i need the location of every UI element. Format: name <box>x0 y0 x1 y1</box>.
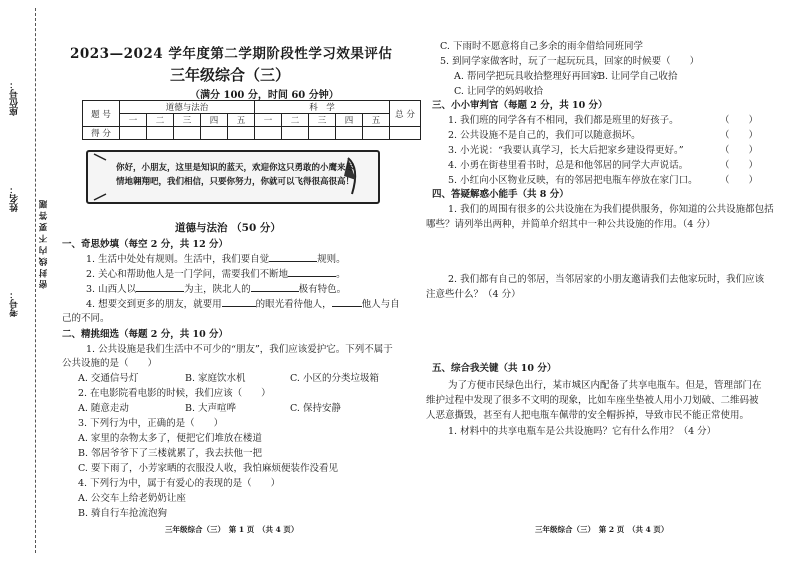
option-a[interactable]: A. 交通信号灯 <box>78 373 139 384</box>
question-1-3: 3. 山西人以 为主，陕北人的 极有特色。 <box>86 284 347 295</box>
row-label-score: 得 分 <box>83 127 120 140</box>
question-2-1: 1. 公共设施是我们生活中不可少的“朋友”，我们应该爱护它。下列不属于 <box>86 344 393 355</box>
seat-number-label: 座位号： <box>10 80 20 116</box>
question-1-1: 1. 生活中处处有规则。生活中，我们要自觉 规则。 <box>86 254 346 265</box>
option-a[interactable]: A. 随意走动 <box>78 403 129 414</box>
question-2-1-cont: 公共设施的是（ ） <box>62 358 158 369</box>
exam-subtitle: 三年级综合（三） <box>170 66 291 84</box>
judge-2: 2. 公共设施不是自己的，我们可以随意损坏。 <box>448 130 641 141</box>
row-label-number: 题 号 <box>83 101 120 127</box>
question-2-4: 4. 下列行为中，属于有爱心的表现的是（ ） <box>78 478 281 489</box>
section-heading-morality: 道德与法治 （50 分） <box>175 222 281 234</box>
name-label: 姓名： <box>10 185 20 212</box>
score-cell[interactable] <box>228 127 255 140</box>
question-1-4: 4. 想要交到更多的朋友，就要用 的眼光看待他人， 他人与自 <box>86 299 400 310</box>
option-c[interactable]: C. 保持安静 <box>290 403 341 414</box>
col-header: 二 <box>282 114 309 127</box>
exam-meta: （满分 100 分，时间 60 分钟） <box>190 90 339 101</box>
question-1-4-cont: 己的不同。 <box>62 313 110 324</box>
judge-answer[interactable]: （ ） <box>720 175 759 186</box>
seal-dashed-line <box>35 8 36 553</box>
question-4-1: 1. 我们的周围有很多的公共设施在为我们提供服务，你知道的公共设施都包括 <box>448 204 774 215</box>
col-header: 三 <box>309 114 336 127</box>
material-line-3: 人恶意撕毁，甚至有人把电瓶车佩带的安全帽拆掉，导致市民不能正常使用。 <box>426 410 750 421</box>
score-cell[interactable] <box>201 127 228 140</box>
question-4-2-cont: 注意些什么？（4 分） <box>426 289 521 300</box>
option-b[interactable]: B. 家庭饮水机 <box>185 373 246 384</box>
group-morality: 道德与法治 <box>120 101 255 114</box>
col-header: 五 <box>363 114 390 127</box>
option-b[interactable]: B. 大声喧哗 <box>185 403 237 414</box>
option-a[interactable]: A. 家里的杂物太多了，便把它们堆放在楼道 <box>78 433 262 444</box>
question-4-1-cont: 哪些？请列举出两种，并简单介绍其中一种公共设施的作用。（4 分） <box>426 219 716 230</box>
binding-margin <box>0 0 50 561</box>
judge-answer[interactable]: （ ） <box>720 160 759 171</box>
page-1-footer: 三年级综合（三） 第 1 页 （共 4 页） <box>165 525 299 534</box>
question-2-5: 5. 到同学家做客时，玩了一起玩玩具，回家的时候要（ ） <box>440 56 700 67</box>
score-cell[interactable] <box>120 127 147 140</box>
answer-area-4-2[interactable] <box>426 302 766 352</box>
col-header: 一 <box>120 114 147 127</box>
question-5-1: 1. 材料中的共享电瓶车是公共设施吗？它有什么作用？（4 分） <box>448 426 717 437</box>
answer-blank[interactable] <box>332 297 362 307</box>
judge-answer[interactable]: （ ） <box>720 130 759 141</box>
judge-3: 3. 小光说：“我要认真学习，长大后把家乡建设得更好。” <box>448 145 684 156</box>
judge-4: 4. 小勇在街巷里看书时，总是和他邻居的同学大声说话。 <box>448 160 689 171</box>
option-b[interactable]: B. 骑自行车抢流泡狗 <box>78 508 168 519</box>
answer-area-4-1[interactable] <box>426 232 766 268</box>
banner-text: 你好，小朋友，这里是知识的蓝天，欢迎你这只勇敢的小鹰来尽情地翱翔吧，我们相信，只要你努力，你就可以飞得很高很高！ <box>116 163 355 187</box>
col-header: 三 <box>174 114 201 127</box>
score-cell[interactable] <box>255 127 282 140</box>
question-2-2: 2. 在电影院看电影的时候，我们应该（ ） <box>78 388 271 399</box>
judge-answer[interactable]: （ ） <box>720 115 759 126</box>
score-cell[interactable] <box>282 127 309 140</box>
section-3-title: 三、小小审判官（每题 2 分，共 10 分） <box>432 100 608 111</box>
section-5-title: 五、综合我关键（共 10 分） <box>432 363 557 374</box>
section-2-title: 二、精挑细选（每题 2 分，共 10 分） <box>62 329 229 340</box>
page-2-footer: 三年级综合（三） 第 2 页 （共 4 页） <box>535 525 669 534</box>
col-header: 二 <box>147 114 174 127</box>
score-cell[interactable] <box>147 127 174 140</box>
question-1-2: 2. 关心和帮助他人是一门学问，需要我们不断地 。 <box>86 269 346 280</box>
option-b[interactable]: B. 邻居爷爷下了三楼就累了，我去扶他一把 <box>78 448 263 459</box>
judge-answer[interactable]: （ ） <box>720 145 759 156</box>
question-2-3: 3. 下列行为中，正确的是（ ） <box>78 418 224 429</box>
judge-5: 5. 小红向小区物业反映，有的邻居把电瓶车停放在家门口。 <box>448 175 698 186</box>
question-4-2: 2. 我们都有自己的邻居，当邻居家的小朋友邀请我们去他家玩时，我们应该 <box>448 274 765 285</box>
section-1-title: 一、奇思妙填（每空 2 分，共 12 分） <box>62 239 229 250</box>
answer-blank[interactable] <box>136 282 184 292</box>
option-c[interactable]: C. 小区的分类垃圾箱 <box>290 373 379 384</box>
score-table <box>82 100 421 140</box>
material-line-1: 为了方便市民绿色出行，某市城区内配备了共享电瓶车。但是，管理部门在 <box>448 380 762 391</box>
answer-blank[interactable] <box>251 282 299 292</box>
answer-blank[interactable] <box>288 267 336 277</box>
score-cell[interactable] <box>390 127 421 140</box>
answer-blank[interactable] <box>269 252 317 262</box>
welcome-banner <box>86 150 380 204</box>
option-a[interactable]: A. 帮同学把玩具收拾整理好再回家 <box>454 71 600 82</box>
col-header: 四 <box>201 114 228 127</box>
score-cell[interactable] <box>336 127 363 140</box>
option-c[interactable]: C. 下雨时不愿意将自己多余的雨伞借给同班同学 <box>440 41 643 52</box>
option-a[interactable]: A. 公交车上给老奶奶让座 <box>78 493 186 504</box>
option-c[interactable]: C. 要下雨了，小芳家晒的衣服没人收，我怕麻烦便装作没看见 <box>78 463 338 474</box>
total-label: 总 分 <box>390 101 421 127</box>
score-cell[interactable] <box>363 127 390 140</box>
answer-blank[interactable] <box>222 297 256 307</box>
score-cell[interactable] <box>309 127 336 140</box>
col-header: 四 <box>336 114 363 127</box>
exam-number-label: 考号： <box>10 290 20 317</box>
option-b[interactable]: B. 让同学自己收拾 <box>598 71 678 82</box>
section-4-title: 四、答疑解惑小能手（共 8 分） <box>432 189 569 200</box>
option-c[interactable]: C. 让同学的妈妈收拾 <box>454 86 543 97</box>
col-header: 一 <box>255 114 282 127</box>
judge-1: 1. 我们班的同学各有不相同，我们都是班里的好孩子。 <box>448 115 679 126</box>
score-cell[interactable] <box>174 127 201 140</box>
group-science: 科 学 <box>255 101 390 114</box>
answer-area-5-1[interactable] <box>426 440 766 510</box>
exam-title: 2023—2024 学年度第二学期阶段性学习效果评估 <box>70 46 393 62</box>
seal-warning: 密 封 线 内 不 要 答 题 <box>39 200 49 289</box>
col-header: 五 <box>228 114 255 127</box>
material-line-2: 维护过程中发现了很多不文明的现象，比如车座坐垫被人用小刀划破、二维码被 <box>426 395 759 406</box>
